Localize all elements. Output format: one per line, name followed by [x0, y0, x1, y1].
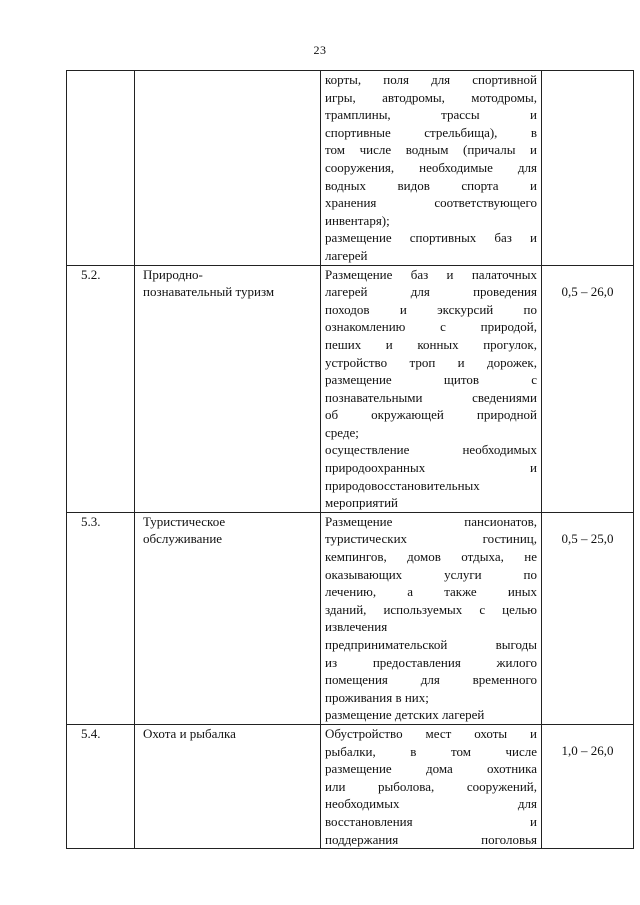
- coefficient-range: 1,0 – 26,0: [542, 724, 634, 848]
- use-type-name: [135, 512, 321, 724]
- description-line: лечению, а также иных: [325, 584, 537, 600]
- use-type-name-line: Охота и рыбалка: [143, 725, 236, 741]
- description-line: походов и экскурсий по: [325, 301, 537, 317]
- description-line: спортивные стрельбища), в: [325, 124, 537, 140]
- use-description: [321, 71, 542, 266]
- row-number: [67, 71, 135, 266]
- description-line: помещения для временного: [325, 672, 537, 688]
- description-line: хранения соответствующего: [325, 195, 537, 211]
- description-line: трамплины, трассы и: [325, 107, 537, 123]
- description-line: необходимых для: [325, 796, 537, 812]
- description-line: Размещение баз и палаточных: [325, 266, 537, 282]
- description-line: корты, поля для спортивной: [325, 72, 537, 87]
- table-row: [67, 265, 634, 512]
- description-line: зданий, используемых с целью: [325, 601, 537, 617]
- description-line: размещение щитов с: [325, 372, 537, 388]
- use-type-name-line: обслуживание: [143, 531, 223, 547]
- description-line: размещение спортивных баз и: [325, 230, 537, 246]
- description-line: мероприятий: [325, 495, 398, 511]
- use-description: [321, 265, 542, 512]
- description-line: размещение дома охотника: [325, 761, 537, 777]
- land-use-table: [66, 70, 634, 849]
- row-number: 5.2.: [67, 265, 135, 512]
- description-line: природоохранных и: [325, 460, 537, 476]
- description-line: том числе водным (причалы и: [325, 142, 537, 158]
- table-row: [67, 512, 634, 724]
- coefficient-range: [542, 71, 634, 266]
- description-line: размещение детских лагерей: [325, 707, 485, 723]
- use-type-name: [135, 265, 321, 512]
- use-description: [321, 512, 542, 724]
- description-line: из предоставления жилого: [325, 654, 537, 670]
- description-line: лагерей для проведения: [325, 284, 537, 300]
- description-line: игры, автодромы, мотодромы,: [325, 89, 537, 105]
- description-line: рыбалки, в том числе: [325, 743, 537, 759]
- description-line: кемпингов, домов отдыха, не: [325, 549, 537, 565]
- description-line: или рыболова, сооружений,: [325, 778, 537, 794]
- description-line: оказывающих услуги по: [325, 566, 537, 582]
- description-line: среде;: [325, 424, 359, 440]
- use-type-name-line: познавательный туризм: [143, 284, 275, 300]
- description-line: извлечения: [325, 619, 388, 635]
- description-line: инвентаря);: [325, 212, 390, 228]
- use-type-name: [135, 71, 321, 266]
- description-line: об окружающей природной: [325, 407, 537, 423]
- description-line: ознакомлению с природой,: [325, 319, 537, 335]
- description-line: пеших и конных прогулок,: [325, 336, 537, 352]
- description-line: познавательными сведениями: [325, 389, 537, 405]
- description-line: предпринимательской выгоды: [325, 637, 537, 652]
- description-line: поддержания поголовья: [325, 831, 537, 847]
- description-line: Размещение пансионатов,: [325, 513, 537, 529]
- use-description: [321, 724, 542, 848]
- description-line: сооружения, необходимые для: [325, 159, 537, 175]
- row-number: 5.3.: [67, 512, 135, 724]
- description-line: Обустройство мест охоты и: [325, 725, 537, 741]
- description-line: осуществление необходимых: [325, 442, 537, 458]
- coefficient-range: 0,5 – 26,0: [542, 265, 634, 512]
- use-type-name-line: Туристическое: [143, 513, 226, 529]
- page-number: 23: [313, 43, 327, 57]
- table-row: [67, 71, 634, 266]
- description-line: лагерей: [325, 247, 368, 263]
- description-line: водных видов спорта и: [325, 177, 537, 193]
- use-type-name-line: Природно-: [143, 266, 203, 282]
- description-line: восстановления и: [325, 813, 537, 829]
- coefficient-range: 0,5 – 25,0: [542, 512, 634, 724]
- description-line: туристических гостиниц,: [325, 531, 537, 547]
- use-type-name: [135, 724, 321, 848]
- description-line: проживания в них;: [325, 689, 429, 705]
- description-line: устройство троп и дорожек,: [325, 354, 537, 370]
- row-number: 5.4.: [67, 724, 135, 848]
- description-line: природовосстановительных: [325, 477, 480, 493]
- table-row: [67, 724, 634, 848]
